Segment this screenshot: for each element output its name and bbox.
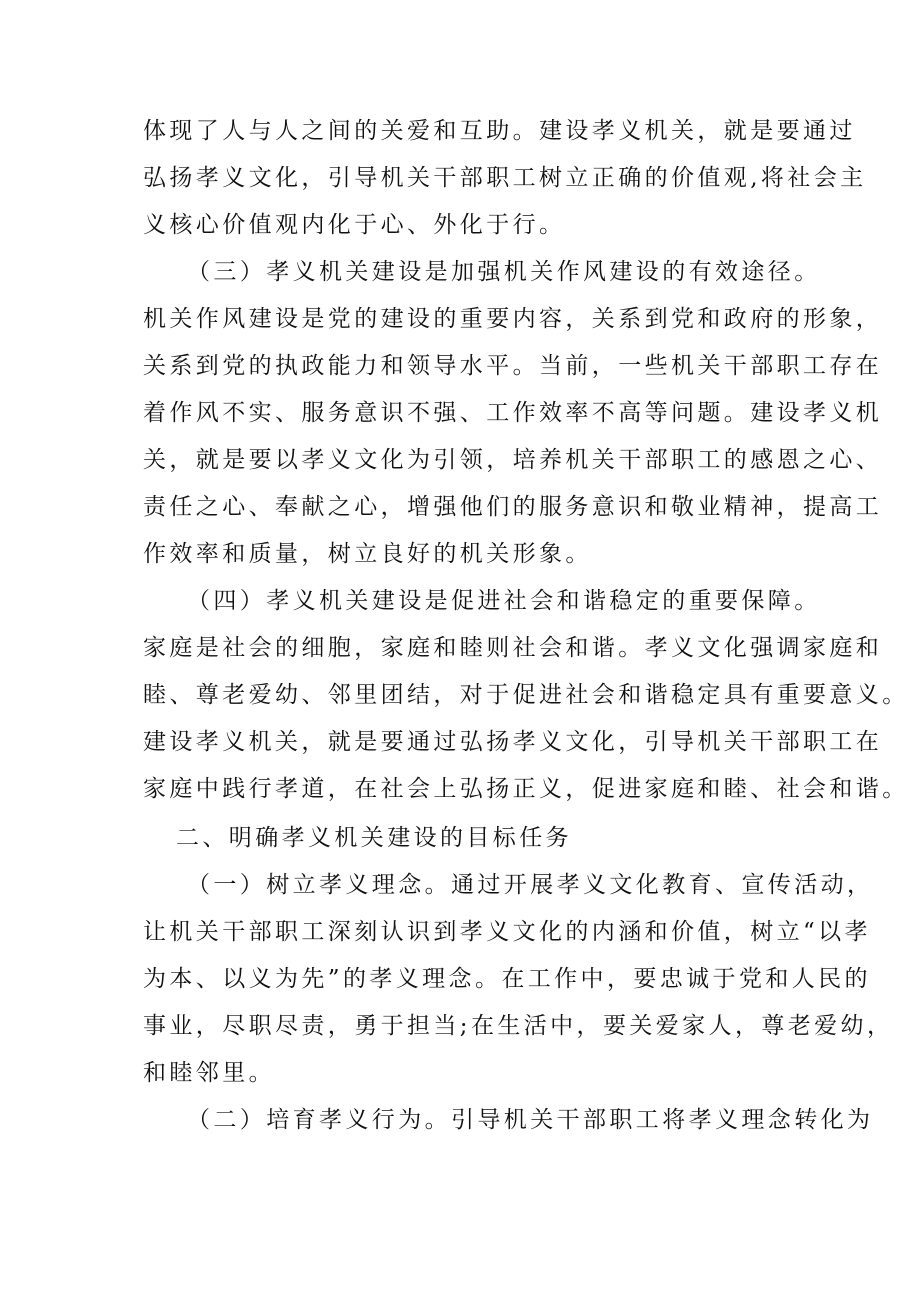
paragraph-line: 睦、尊老爱幼、邻里团结，对于促进社会和谐稳定具有重要意义。 (143, 682, 909, 708)
paragraph-line: 关系到党的执政能力和领导水平。当前，一些机关干部职工存在 (143, 353, 883, 379)
paragraph-line: 家庭中践行孝道，在社会上弘扬正义，促进家庭和睦、社会和谐。 (143, 776, 909, 802)
paragraph-line: 建设孝义机关，就是要通过弘扬孝义文化，引导机关干部职工在 (143, 729, 883, 755)
paragraph-line: 机关作风建设是党的建设的重要内容，关系到党和政府的形象， (143, 306, 883, 332)
paragraph-line: 家庭是社会的细胞，家庭和睦则社会和谐。孝义文化强调家庭和 (143, 635, 883, 661)
paragraph-line: 着作风不实、服务意识不强、工作效率不高等问题。建设孝义机 (143, 400, 883, 426)
section-heading-4: （四）孝义机关建设是促进社会和谐稳定的重要保障。 (187, 588, 821, 614)
paragraph-line: 事业，尽职尽责，勇于担当;在生活中，要关爱家人，尊老爱幼， (143, 1013, 894, 1039)
paragraph-line: 义核心价值观内化于心、外化于行。 (143, 212, 566, 238)
chapter-heading-2: 二、明确孝义机关建设的目标任务 (176, 825, 572, 851)
paragraph-line: 责任之心、奉献之心，增强他们的服务意识和敬业精神，提高工 (143, 494, 883, 520)
paragraph-line: 和睦邻里。 (143, 1060, 275, 1086)
section-heading-3: （三）孝义机关建设是加强机关作风建设的有效途径。 (187, 259, 821, 285)
section-heading-2: （二）培育孝义行为。引导机关干部职工将孝义理念转化为 (187, 1107, 874, 1133)
section-heading-1: （一）树立孝义理念。通过开展孝义文化教育、宣传活动， (187, 872, 874, 898)
paragraph-line: 作效率和质量，树立良好的机关形象。 (143, 541, 592, 567)
paragraph-line: 让机关干部职工深刻认识到孝义文化的内涵和价值，树立“以孝 (143, 919, 871, 945)
paragraph-line: 关，就是要以孝义文化为引领，培养机关干部职工的感恩之心、 (143, 447, 883, 473)
paragraph-line: 体现了人与人之间的关爱和互助。建设孝义机关，就是要通过 (143, 118, 856, 144)
paragraph-line: 弘扬孝义文化，引导机关干部职工树立正确的价值观,将社会主 (143, 165, 867, 191)
paragraph-line: 为本、以义为先”的孝义理念。在工作中，要忠诚于党和人民的 (143, 966, 871, 992)
